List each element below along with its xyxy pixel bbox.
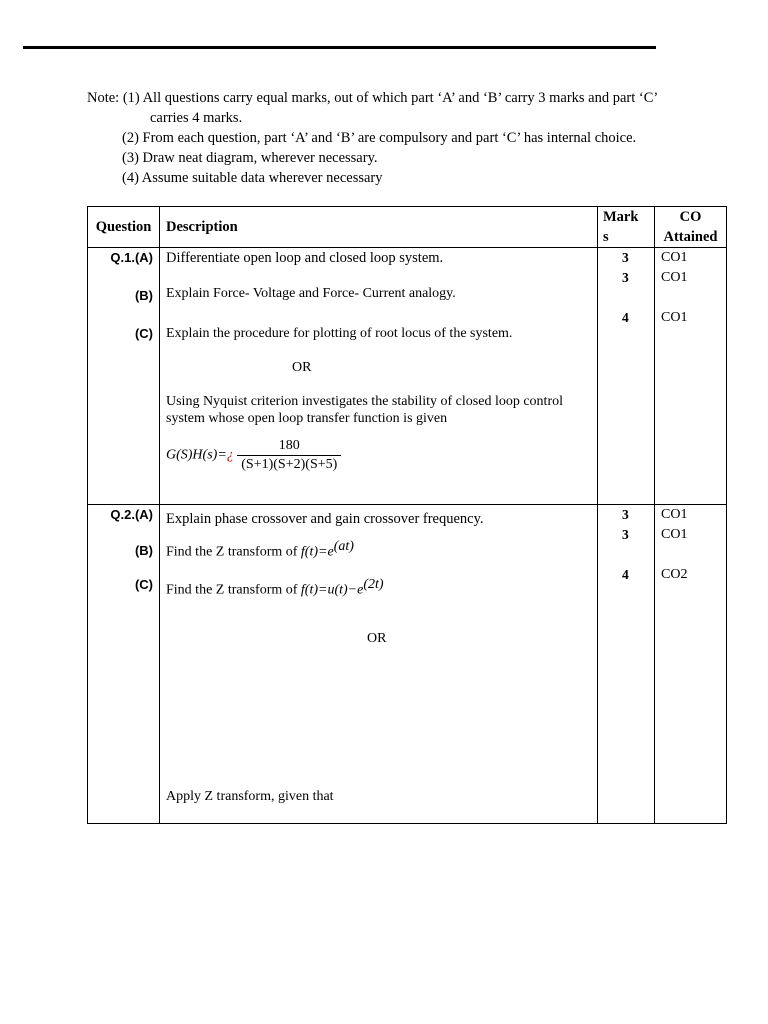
q2-co [655,505,727,824]
q2-label-a: Q.2.(A) [110,507,153,522]
header-rule [23,46,656,49]
note-4: (4) Assume suitable data wherever necessary [122,170,383,186]
q2-co-b: CO1 [661,527,688,542]
note-2: (2) From each question, part ‘A’ and ‘B’ are compulsory and part ‘C’ has internal choice. [122,130,637,146]
q1-co-a: CO1 [661,250,688,265]
question-table [87,206,727,824]
q1-labels [88,248,160,505]
header-question: Question [88,207,160,248]
transfer-function-formula: G(S)H(s)=¿ $\frac{180}{(S+1)(S+2)(S+5)}$ [166,438,341,473]
table-row [88,248,727,505]
q1-co [655,248,727,505]
q1-alt-line-1: Using Nyquist criterion investigates the stability of closed loop control [166,394,563,409]
q2-last-text: Apply Z transform, given that [166,789,334,804]
q1-marks [598,248,655,505]
q2-or: OR [367,631,387,646]
q2-label-b: (B) [134,543,153,558]
q2-c-line: Find the Z transform of $f(t)=u(t)-e^{(2t)}$ [166,577,384,598]
header-description: Description [160,207,598,248]
q1-c-text: Explain the procedure for plotting of root locus of the system. [166,326,513,341]
q1-co-c: CO1 [661,310,688,325]
note-3: (3) Draw neat diagram, wherever necessary. [122,150,378,166]
q2-label-c: (C) [134,577,153,592]
q1-description [160,248,598,505]
q1-label-b: (B) [134,288,153,303]
table-row [88,505,727,824]
q1-label-c: (C) [134,326,153,341]
q1-co-b: CO1 [661,270,688,285]
q2-mark-a: 3 [622,507,629,522]
table-header-row [88,207,727,248]
q2-co-c: CO2 [661,567,688,582]
q1-b-text: Explain Force- Voltage and Force- Current analogy. [166,286,456,301]
q2-labels [88,505,160,824]
q1-a-text: Differentiate open loop and closed loop system. [166,250,444,266]
note-1-continued: carries 4 marks. [150,110,243,126]
q2-marks [598,505,655,824]
q2-mark-c: 4 [622,567,629,582]
q1-mark-b: 3 [622,270,629,285]
q1-mark-c: 4 [622,310,629,325]
q2-mark-b: 3 [622,527,629,542]
q1-alt-line-2: system whose open loop transfer function is given [166,411,448,426]
q2-b-line: Find the Z transform of $f(t)=e^{(at)}$ [166,539,354,560]
header-marks: Mark s [598,207,655,248]
note-1: Note: (1) All questions carry equal marks, out of which part ‘A’ and ‘B’ carry 3 marks and part ‘C’ [87,90,659,106]
q2-a-text: Explain phase crossover and gain crossover frequency. [166,511,484,527]
q1-or: OR [292,360,312,375]
q2-co-a: CO1 [661,507,688,522]
header-co-attained: CO Attained [655,207,727,248]
q1-label-a: Q.1.(A) [110,250,153,265]
q2-description [160,505,598,824]
q1-mark-a: 3 [622,250,629,265]
